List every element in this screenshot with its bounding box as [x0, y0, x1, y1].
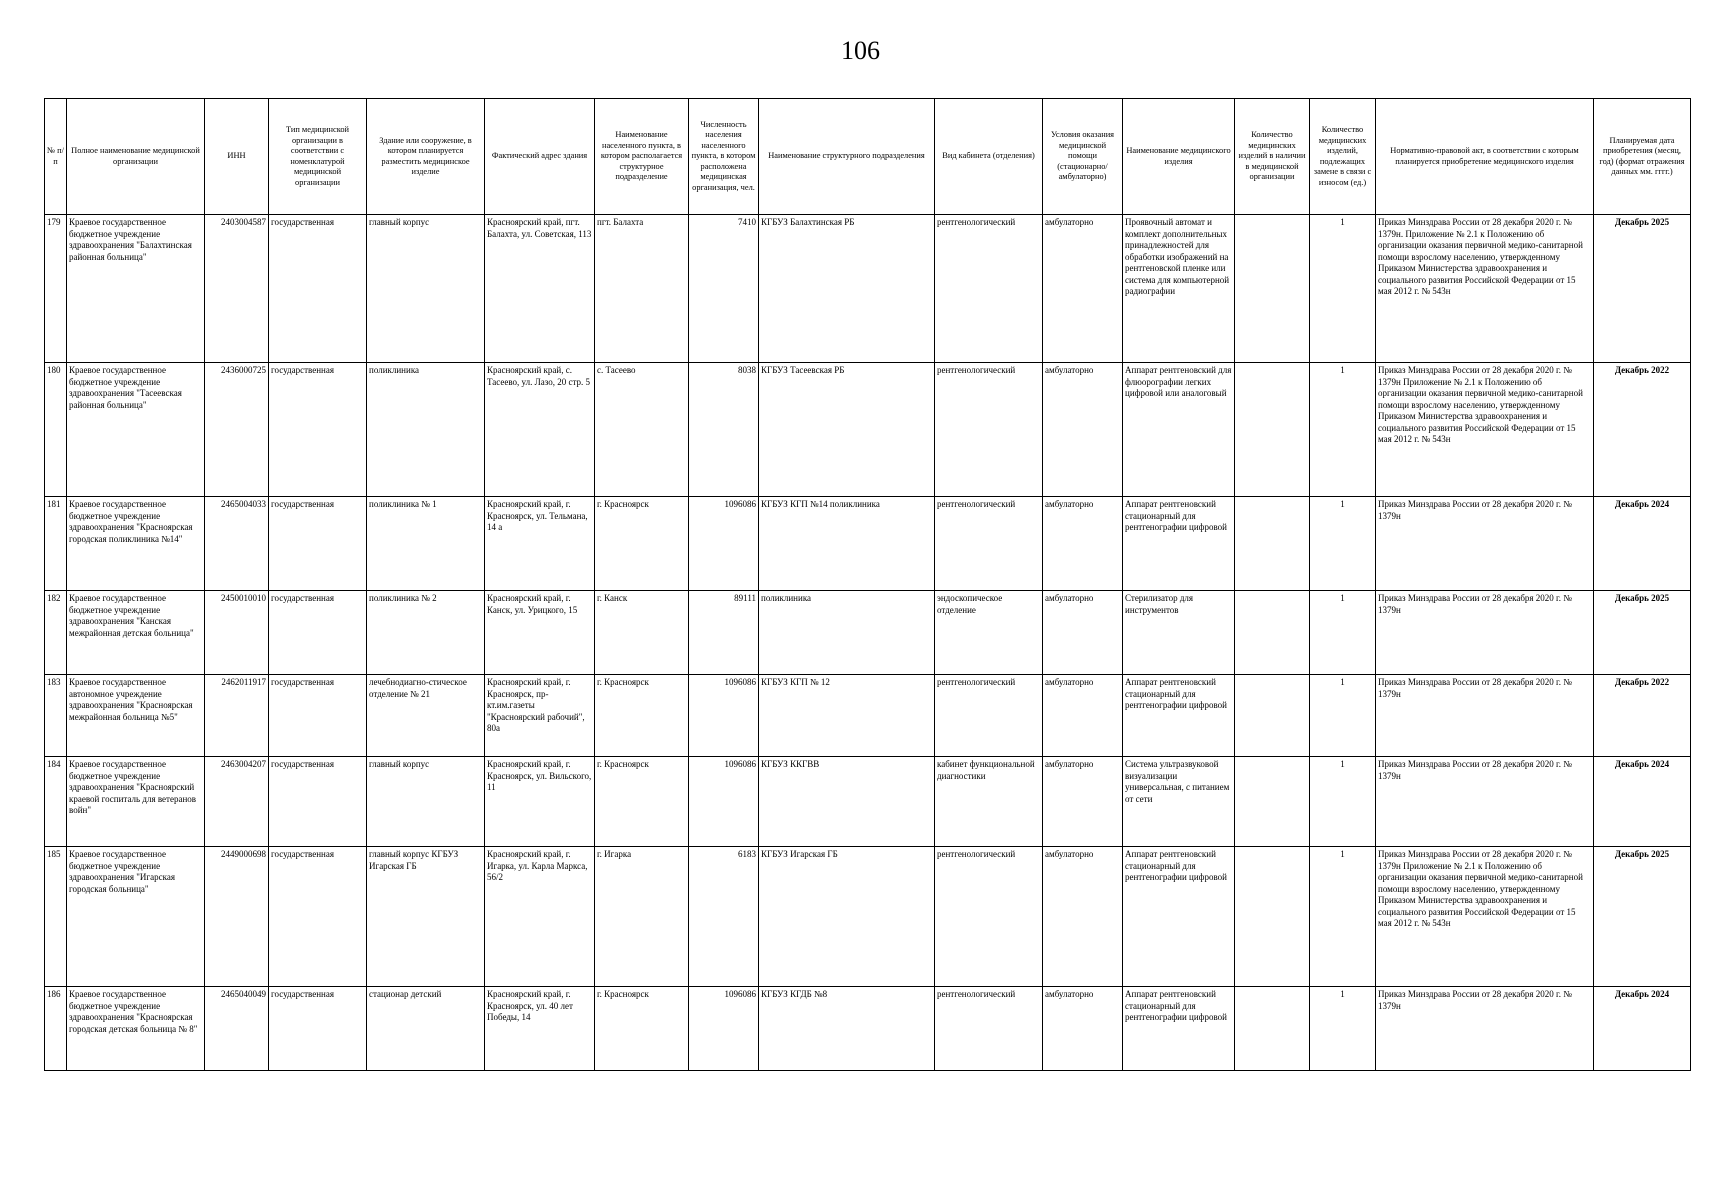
cell-population: 89111: [689, 591, 759, 675]
header-cell: Численность населения населенного пункта, в котором расположена медицинская организация, чел.: [689, 99, 759, 215]
header-cell: Полное наименование медицинской организации: [67, 99, 205, 215]
cell-num: 179: [45, 215, 67, 363]
cell-org: Краевое государственное бюджетное учреждение здравоохранения "Красноярский краевой госпиталь для ветеранов войн": [67, 757, 205, 847]
cell-type: государственная: [269, 363, 367, 497]
cell-conditions: амбулаторно: [1043, 363, 1123, 497]
cell-population: 7410: [689, 215, 759, 363]
cell-address: Красноярский край, г. Игарка, ул. Карла Маркса, 56/2: [485, 847, 595, 987]
cell-building: главный корпус: [367, 757, 485, 847]
cell-locality: г. Красноярск: [595, 675, 689, 757]
header-cell: Наименование населенного пункта, в котором располагается структурное подразделение: [595, 99, 689, 215]
cell-num: 184: [45, 757, 67, 847]
cell-unit: КГБУЗ Тасеевская РБ: [759, 363, 935, 497]
cell-conditions: амбулаторно: [1043, 987, 1123, 1071]
cell-device: Аппарат рентгеновский стационарный для рентгенографии цифровой: [1123, 497, 1235, 591]
cell-type: государственная: [269, 847, 367, 987]
cell-act: Приказ Минздрава России от 28 декабря 2020 г. № 1379н: [1376, 757, 1594, 847]
cell-unit: КГБУЗ ККГВВ: [759, 757, 935, 847]
cell-in-stock: [1235, 215, 1310, 363]
cell-type: государственная: [269, 987, 367, 1071]
cell-inn: 2450010010: [205, 591, 269, 675]
cell-num: 182: [45, 591, 67, 675]
cell-cabinet: рентгенологический: [935, 215, 1043, 363]
cell-cabinet: кабинет функциональной диагностики: [935, 757, 1043, 847]
cell-act: Приказ Минздрава России от 28 декабря 2020 г. № 1379н: [1376, 675, 1594, 757]
cell-org: Краевое государственное бюджетное учреждение здравоохранения "Канская межрайонная детская больница": [67, 591, 205, 675]
cell-conditions: амбулаторно: [1043, 591, 1123, 675]
cell-population: 1096086: [689, 675, 759, 757]
cell-date: Декабрь 2022: [1594, 363, 1691, 497]
cell-org: Краевое государственное бюджетное учреждение здравоохранения "Красноярская городская детская больница № 8": [67, 987, 205, 1071]
cell-building: главный корпус: [367, 215, 485, 363]
table-row: [45, 215, 1691, 363]
cell-conditions: амбулаторно: [1043, 675, 1123, 757]
cell-date: Декабрь 2024: [1594, 987, 1691, 1071]
table-row: [45, 757, 1691, 847]
cell-building: главный корпус КГБУЗ Игарская ГБ: [367, 847, 485, 987]
cell-org: Краевое государственное бюджетное учреждение здравоохранения "Тасеевская районная больница": [67, 363, 205, 497]
cell-locality: пгт. Балахта: [595, 215, 689, 363]
cell-type: государственная: [269, 497, 367, 591]
cell-population: 1096086: [689, 987, 759, 1071]
header-cell: Планируемая дата приобретения (месяц, год) (формат отражения данных мм. гггг.): [1594, 99, 1691, 215]
table-row: [45, 675, 1691, 757]
cell-replace: 1: [1310, 675, 1376, 757]
cell-type: государственная: [269, 591, 367, 675]
cell-address: Красноярский край, г. Красноярск, ул. Тельмана, 14 а: [485, 497, 595, 591]
cell-type: государственная: [269, 215, 367, 363]
cell-replace: 1: [1310, 591, 1376, 675]
medical-equipment-table: [44, 98, 1691, 1071]
cell-org: Краевое государственное бюджетное учреждение здравоохранения "Балахтинская районная больница": [67, 215, 205, 363]
header-cell: Наименование структурного подразделения: [759, 99, 935, 215]
cell-inn: 2449000698: [205, 847, 269, 987]
cell-type: государственная: [269, 757, 367, 847]
cell-building: поликлиника № 1: [367, 497, 485, 591]
cell-building: поликлиника № 2: [367, 591, 485, 675]
header-cell: Фактический адрес здания: [485, 99, 595, 215]
cell-date: Декабрь 2024: [1594, 757, 1691, 847]
cell-inn: 2463004207: [205, 757, 269, 847]
cell-unit: КГБУЗ КГДБ №8: [759, 987, 935, 1071]
cell-population: 1096086: [689, 757, 759, 847]
table-row: [45, 987, 1691, 1071]
cell-act: Приказ Минздрава России от 28 декабря 2020 г. № 1379н: [1376, 497, 1594, 591]
cell-num: 180: [45, 363, 67, 497]
cell-in-stock: [1235, 591, 1310, 675]
cell-inn: 2465004033: [205, 497, 269, 591]
cell-device: Аппарат рентгеновский для флюорографии легких цифровой или аналоговый: [1123, 363, 1235, 497]
cell-conditions: амбулаторно: [1043, 847, 1123, 987]
cell-conditions: амбулаторно: [1043, 497, 1123, 591]
cell-address: Красноярский край, г. Красноярск, ул. 40 лет Победы, 14: [485, 987, 595, 1071]
cell-building: поликлиника: [367, 363, 485, 497]
header-cell: Здание или сооружение, в котором планируется разместить медицинское изделие: [367, 99, 485, 215]
cell-cabinet: рентгенологический: [935, 847, 1043, 987]
cell-replace: 1: [1310, 363, 1376, 497]
cell-cabinet: рентгенологический: [935, 675, 1043, 757]
cell-building: стационар детский: [367, 987, 485, 1071]
cell-num: 183: [45, 675, 67, 757]
cell-device: Система ультразвуковой визуализации универсальная, с питанием от сети: [1123, 757, 1235, 847]
cell-date: Декабрь 2025: [1594, 591, 1691, 675]
table-row: [45, 363, 1691, 497]
cell-inn: 2403004587: [205, 215, 269, 363]
header-cell: Условия оказания медицинской помощи (стационарно/ амбулаторно): [1043, 99, 1123, 215]
cell-conditions: амбулаторно: [1043, 215, 1123, 363]
cell-act: Приказ Минздрава России от 28 декабря 2020 г. № 1379н: [1376, 987, 1594, 1071]
cell-cabinet: рентгенологический: [935, 363, 1043, 497]
cell-num: 181: [45, 497, 67, 591]
cell-device: Аппарат рентгеновский стационарный для рентгенографии цифровой: [1123, 847, 1235, 987]
cell-replace: 1: [1310, 987, 1376, 1071]
cell-address: Красноярский край, г. Канск, ул. Урицкого, 15: [485, 591, 595, 675]
cell-cabinet: эндоскопическое отделение: [935, 591, 1043, 675]
cell-replace: 1: [1310, 847, 1376, 987]
cell-locality: г. Красноярск: [595, 987, 689, 1071]
cell-population: 1096086: [689, 497, 759, 591]
cell-unit: КГБУЗ Балахтинская РБ: [759, 215, 935, 363]
cell-locality: г. Красноярск: [595, 497, 689, 591]
cell-device: Аппарат рентгеновский стационарный для рентгенографии цифровой: [1123, 987, 1235, 1071]
cell-act: Приказ Минздрава России от 28 декабря 2020 г. № 1379н: [1376, 591, 1594, 675]
cell-replace: 1: [1310, 757, 1376, 847]
cell-num: 185: [45, 847, 67, 987]
cell-cabinet: рентгенологический: [935, 497, 1043, 591]
cell-device: Аппарат рентгеновский стационарный для рентгенографии цифровой: [1123, 675, 1235, 757]
table-header-row: [45, 99, 1691, 215]
cell-address: Красноярский край, пгт. Балахта, ул. Советская, 113: [485, 215, 595, 363]
cell-act: Приказ Минздрава России от 28 декабря 2020 г. № 1379н. Приложение № 2.1 к Положению об организации оказания первичной медико-санитарной помощи взрослому населению, утвержденному Приказом Министерства здравоохранения и социального развития Российской Федерации от 15 мая 2012 г. № 543н: [1376, 215, 1594, 363]
page-number: 106: [841, 36, 880, 65]
cell-locality: г. Игарка: [595, 847, 689, 987]
cell-org: Краевое государственное бюджетное учреждение здравоохранения "Игарская городская больница": [67, 847, 205, 987]
cell-address: Красноярский край, с. Тасеево, ул. Лазо, 20 стр. 5: [485, 363, 595, 497]
cell-unit: КГБУЗ КГП № 12: [759, 675, 935, 757]
cell-in-stock: [1235, 757, 1310, 847]
cell-locality: с. Тасеево: [595, 363, 689, 497]
cell-locality: г. Канск: [595, 591, 689, 675]
cell-date: Декабрь 2025: [1594, 847, 1691, 987]
cell-unit: КГБУЗ КГП №14 поликлиника: [759, 497, 935, 591]
header-cell: Нормативно-правовой акт, в соответствии с которым планируется приобретение медицинского изделия: [1376, 99, 1594, 215]
cell-org: Краевое государственное бюджетное учреждение здравоохранения "Красноярская городская поликлиника №14": [67, 497, 205, 591]
cell-address: Красноярский край, г. Красноярск, пр-кт.им.газеты "Красноярский рабочий", 80а: [485, 675, 595, 757]
cell-act: Приказ Минздрава России от 28 декабря 2020 г. № 1379н Приложение № 2.1 к Положению об организации оказания первичной медико-санитарной помощи взрослому населению, утвержденному Приказом Министерства здравоохранения и социального развития Российской Федерации от 15 мая 2012 г. № 543н: [1376, 847, 1594, 987]
cell-date: Декабрь 2022: [1594, 675, 1691, 757]
cell-num: 186: [45, 987, 67, 1071]
cell-in-stock: [1235, 987, 1310, 1071]
cell-in-stock: [1235, 363, 1310, 497]
cell-in-stock: [1235, 497, 1310, 591]
header-cell: Вид кабинета (отделения): [935, 99, 1043, 215]
cell-act: Приказ Минздрава России от 28 декабря 2020 г. № 1379н Приложение № 2.1 к Положению об организации оказания первичной медико-санитарной помощи взрослому населению, утвержденному Приказом Министерства здравоохранения и социального развития Российской Федерации от 15 мая 2012 г. № 543н: [1376, 363, 1594, 497]
cell-inn: 2465040049: [205, 987, 269, 1071]
cell-conditions: амбулаторно: [1043, 757, 1123, 847]
cell-inn: 2436000725: [205, 363, 269, 497]
cell-address: Красноярский край, г. Красноярск, ул. Вильского, 11: [485, 757, 595, 847]
table-row: [45, 497, 1691, 591]
header-cell: № п/п: [45, 99, 67, 215]
cell-unit: поликлиника: [759, 591, 935, 675]
header-cell: Тип медицинской организации в соответствии с номенклатурой медицинской организации: [269, 99, 367, 215]
cell-date: Декабрь 2024: [1594, 497, 1691, 591]
header-cell: Наименование медицинского изделия: [1123, 99, 1235, 215]
cell-population: 6183: [689, 847, 759, 987]
cell-locality: г. Красноярск: [595, 757, 689, 847]
cell-in-stock: [1235, 847, 1310, 987]
cell-device: Стерилизатор для инструментов: [1123, 591, 1235, 675]
header-cell: Количество медицинских изделий в наличии в медицинской организации: [1235, 99, 1310, 215]
cell-cabinet: рентгенологический: [935, 987, 1043, 1071]
header-cell: ИНН: [205, 99, 269, 215]
cell-population: 8038: [689, 363, 759, 497]
cell-building: лечебнодиагно-стическое отделение № 21: [367, 675, 485, 757]
table-row: [45, 847, 1691, 987]
cell-inn: 2462011917: [205, 675, 269, 757]
cell-date: Декабрь 2025: [1594, 215, 1691, 363]
table-row: [45, 591, 1691, 675]
cell-replace: 1: [1310, 497, 1376, 591]
cell-org: Краевое государственное автономное учреждение здравоохранения "Красноярская межрайонная больница №5": [67, 675, 205, 757]
cell-type: государственная: [269, 675, 367, 757]
header-cell: Количество медицинских изделий, подлежащих замене в связи с износом (ед.): [1310, 99, 1376, 215]
cell-unit: КГБУЗ Игарская ГБ: [759, 847, 935, 987]
cell-in-stock: [1235, 675, 1310, 757]
cell-replace: 1: [1310, 215, 1376, 363]
cell-device: Проявочный автомат и комплект дополнительных принадлежностей для обработки изображений на рентгеновской пленке или система для компьютерной радиографии: [1123, 215, 1235, 363]
